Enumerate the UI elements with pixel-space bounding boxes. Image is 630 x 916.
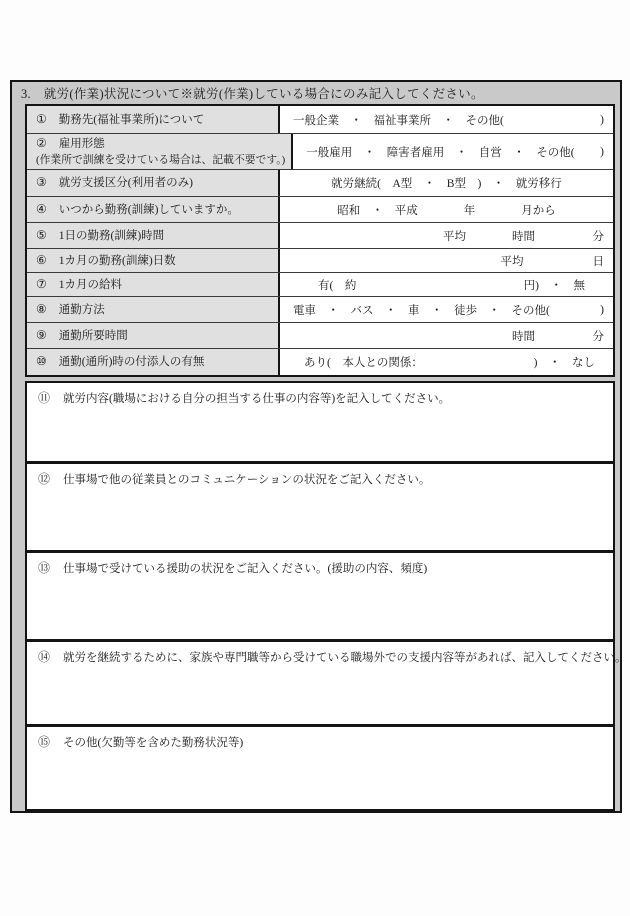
value-options: あり( 本人との関係： [304, 357, 423, 369]
row-commute-method-label-cell [27, 297, 280, 322]
circled-number: ③ [36, 175, 47, 190]
value-options: 有( 約 [318, 279, 357, 292]
circled-number: ⑫ [38, 472, 51, 486]
box-prompt: 仕事場で他の従業員とのコミュニケーションの状況をご記入ください。 [63, 474, 431, 486]
row-daily-hours-value-cell [280, 223, 613, 248]
value-options: 円) ・ 無 [523, 279, 585, 292]
row-support-category-value-cell [280, 170, 613, 196]
circled-number: ⑥ [36, 252, 47, 267]
circled-number: ① [36, 111, 47, 126]
row-monthly-days-value-cell [280, 249, 613, 272]
row-start-date-label-cell [27, 197, 280, 222]
row-employment-type-label-cell [27, 134, 293, 169]
row-label: 通勤所要時間 [58, 329, 128, 342]
section-title: 3. 就労(作業)状況について※就労(作業)している場合にのみ記入してください。 [21, 87, 484, 101]
row-label: 1日の勤務(訓練)時間 [58, 229, 165, 242]
row-escort-label-cell [27, 349, 280, 375]
row-label-note: (作業所で訓練を受けている場合は、記載不要です。) [36, 153, 286, 166]
box-other [25, 725, 615, 811]
row-start-date [27, 197, 613, 223]
row-daily-hours [27, 223, 613, 249]
circled-number: ⑤ [36, 227, 47, 242]
row-workplace [27, 106, 613, 134]
circled-number: ⑨ [36, 327, 47, 342]
row-start-date-value-cell [280, 197, 613, 222]
free-text-section [25, 381, 627, 811]
row-label: 通勤(通所)時の付添人の有無 [58, 356, 205, 369]
row-employment-type-value-cell [293, 134, 613, 169]
row-support-category [27, 170, 613, 197]
value-options: 一般企業 ・ 福祉事業所 ・ その他( [293, 114, 504, 127]
row-label: 就労支援区分(利用者のみ) [58, 177, 193, 190]
value-close-paren: ) [600, 145, 604, 158]
circled-number: ⑭ [38, 650, 51, 664]
row-monthly-salary [27, 273, 613, 297]
value-options: 就労継続( A型 ・ B型 ) ・ 就労移行 [331, 178, 562, 190]
box-communication [25, 462, 615, 552]
row-workplace-value-cell [280, 106, 613, 133]
row-commute-method [27, 297, 613, 323]
section-header [12, 82, 620, 104]
box-prompt: 就労内容(職場における自分の担当する仕事の内容等)を記入してください。 [63, 393, 451, 405]
row-escort [27, 349, 613, 375]
row-monthly-salary-value-cell [280, 273, 613, 296]
row-support-category-label-cell [27, 170, 280, 196]
row-employment-type [27, 134, 613, 170]
box-outside-support [25, 640, 627, 726]
row-commute-time [27, 323, 613, 349]
value-options: ) ・ なし [533, 357, 595, 369]
box-prompt: その他(欠勤等を含めた勤務状況等) [63, 737, 244, 749]
row-daily-hours-label-cell [27, 223, 280, 248]
value-units: 平均 日 [500, 255, 604, 268]
form-content [12, 104, 627, 811]
circled-number: ⑪ [38, 391, 51, 405]
circled-number: ⑮ [38, 735, 51, 749]
value-options: 一般雇用 ・ 障害者雇用 ・ 自営 ・ その他( [306, 146, 575, 159]
circled-number: ⑧ [36, 301, 47, 316]
value-units: 平均 時間 分 [443, 230, 604, 243]
box-assistance [25, 551, 615, 641]
upper-table [25, 104, 615, 377]
circled-number: ④ [36, 201, 47, 216]
value-close-paren: ) [600, 113, 604, 126]
row-monthly-days [27, 249, 613, 273]
row-label: 1カ月の給料 [58, 278, 123, 291]
circled-number: ⑬ [38, 561, 51, 575]
box-prompt: 仕事場で受けている援助の状況をご記入ください。(援助の内容、頻度) [63, 563, 428, 575]
row-escort-value-cell [280, 349, 613, 375]
row-monthly-days-label-cell [27, 249, 280, 272]
value-options: 昭和 ・ 平成 年 月から [337, 204, 556, 217]
row-commute-method-value-cell [280, 297, 613, 322]
box-work-description [25, 381, 615, 463]
row-label: 通勤方法 [58, 303, 105, 316]
box-prompt: 就労を継続するために、家族や専門職等から受けている職場外での支援内容等があれば、記入してください。 [63, 652, 627, 664]
row-commute-time-value-cell [280, 323, 613, 348]
circled-number: ⑩ [36, 354, 47, 369]
employment-status-form [10, 80, 627, 813]
value-units: 時間 分 [512, 330, 604, 343]
value-options: 電車 ・ バス ・ 車 ・ 徒歩 ・ その他( [293, 304, 550, 317]
row-monthly-salary-label-cell [27, 273, 280, 296]
row-workplace-label-cell [27, 106, 280, 133]
row-label: いつから勤務(訓練)していますか。 [58, 203, 239, 216]
row-label: 1カ月の勤務(訓練)日数 [58, 254, 176, 267]
circled-number: ⑦ [36, 276, 47, 291]
row-commute-time-label-cell [27, 323, 280, 348]
value-close-paren: ) [600, 303, 604, 316]
row-label: 勤務先(福祉事業所)について [58, 113, 205, 126]
row-label: 雇用形態 [58, 138, 105, 151]
circled-number: ② [36, 136, 47, 151]
